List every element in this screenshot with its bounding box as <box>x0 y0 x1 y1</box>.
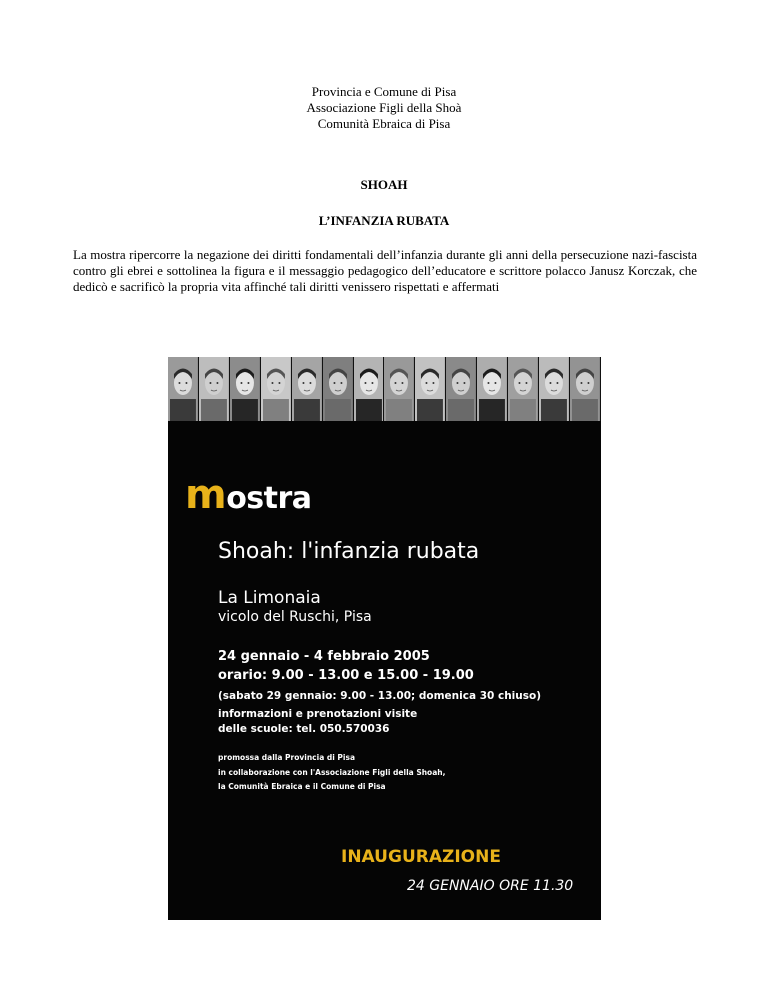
child-portrait-photo <box>168 357 199 421</box>
child-portrait-photo <box>539 357 570 421</box>
mostra-initial: m <box>185 472 227 518</box>
child-portrait-photo <box>570 357 601 421</box>
child-portrait-photo <box>230 357 261 421</box>
poster-info-line: informazioni e prenotazioni visite <box>218 708 418 720</box>
poster-venue: La Limonaia <box>218 588 321 608</box>
poster-promo-line: in collaborazione con l'Associazione Figli della Shoah, <box>218 768 446 777</box>
poster-saturday-note: (sabato 29 gennaio: 9.00 - 13.00; domenica 30 chiuso) <box>218 690 542 702</box>
organizer-line: Associazione Figli della Shoà <box>306 100 462 115</box>
poster-mostra-heading <box>185 472 312 518</box>
children-photo-strip <box>168 357 601 421</box>
poster-promo-line: promossa dalla Provincia di Pisa <box>218 753 356 762</box>
child-portrait-photo <box>261 357 292 421</box>
intro-paragraph: La mostra ripercorre la negazione dei diritti fondamentali dell’infanzia durante gli anni della persecuzione nazi-fascista contro gli ebrei e sottolinea la figura e il messaggio pedagogico dell’educatore e scrittore polacco Janusz Korczak, che dedicò e sacrificò la propria vita affinché tali diritti venissero rispettati e affermati <box>73 247 697 294</box>
poster-promo-line: la Comunità Ebraica e il Comune di Pisa <box>218 782 386 791</box>
poster-info-line: delle scuole: tel. 050.570036 <box>218 723 390 735</box>
poster-inauguration: INAUGURAZIONE <box>341 847 501 867</box>
exhibition-poster <box>168 357 601 920</box>
child-portrait-photo <box>323 357 354 421</box>
child-portrait-photo <box>354 357 385 421</box>
child-portrait-photo <box>446 357 477 421</box>
poster-address: vicolo del Ruschi, Pisa <box>218 609 372 625</box>
child-portrait-photo <box>415 357 446 421</box>
mostra-rest: ostra <box>226 481 312 516</box>
organizer-line: Provincia e Comune di Pisa <box>311 84 457 99</box>
document-subtitle: L’INFANZIA RUBATA <box>318 213 450 228</box>
child-portrait-photo <box>508 357 539 421</box>
poster-hours: orario: 9.00 - 13.00 e 15.00 - 19.00 <box>218 668 474 683</box>
child-portrait-photo <box>384 357 415 421</box>
organizer-line: Comunità Ebraica di Pisa <box>317 116 451 131</box>
poster-title: Shoah: l'infanzia rubata <box>218 539 480 564</box>
document-title: SHOAH <box>360 177 408 192</box>
child-portrait-photo <box>199 357 230 421</box>
poster-inauguration-date: 24 GENNAIO ORE 11.30 <box>407 878 574 894</box>
child-portrait-photo <box>292 357 323 421</box>
poster-dates: 24 gennaio - 4 febbraio 2005 <box>218 649 430 664</box>
child-portrait-photo <box>477 357 508 421</box>
organizers-header <box>0 84 768 132</box>
